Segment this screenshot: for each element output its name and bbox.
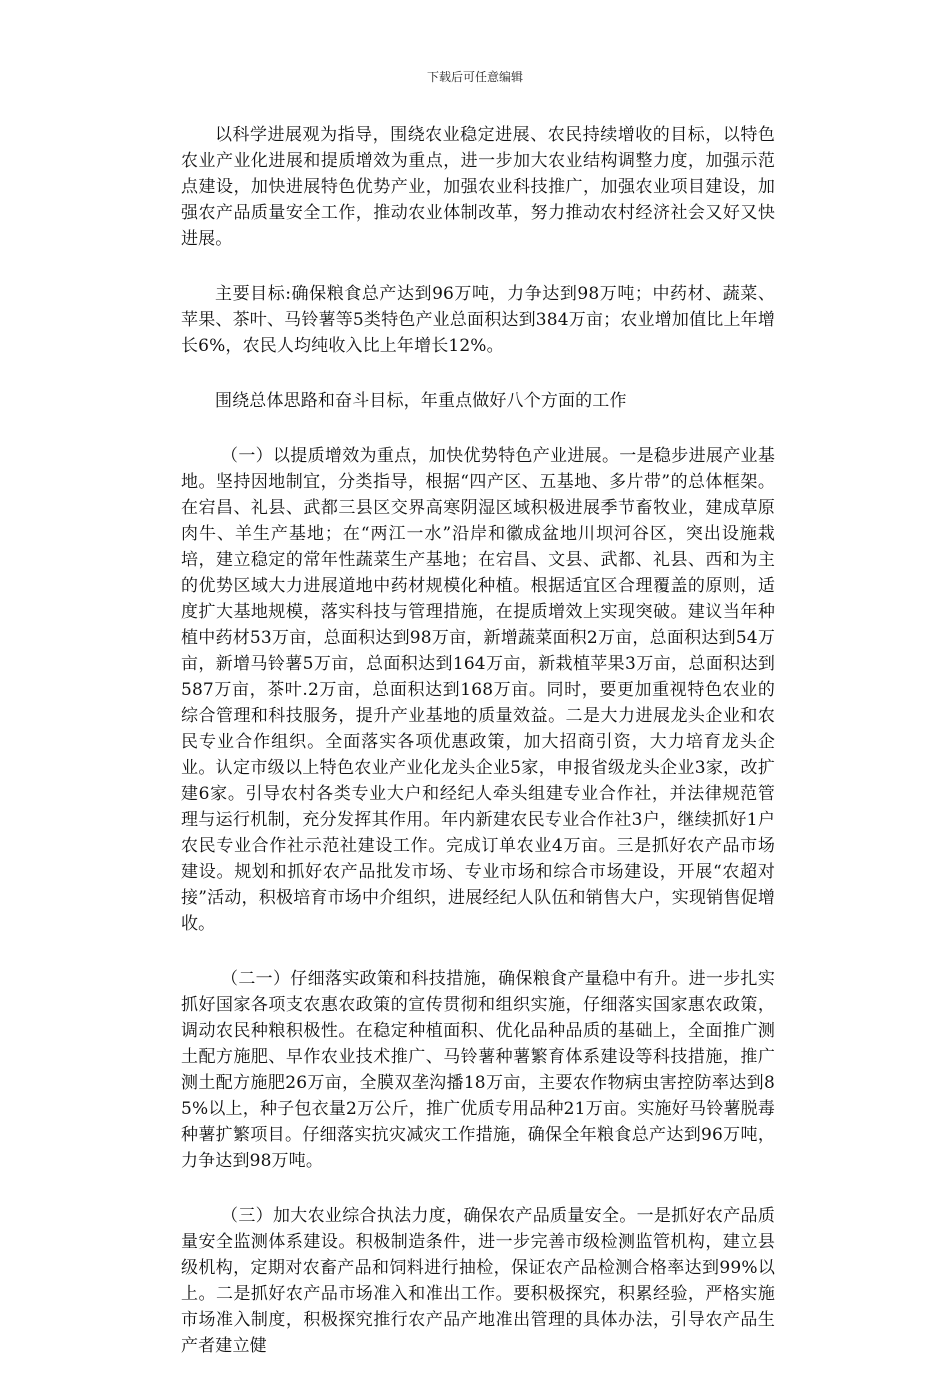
paragraph-section-2: （二一）仔细落实政策和科技措施，确保粮食产量稳中有升。进一步扎实抓好国家各项支农惠农政策的宣传贯彻和组织实施，仔细落实国家惠农政策，调动农民种粮积极性。在稳定种植面积、优化品种品质的基础上，全面推广测土配方施肥、早作农业技术推广、马铃薯种薯繁育体系建设等科技措施，推广测土配方施肥26万亩，全膜双垄沟播18万亩，主要农作物病虫害控防率达到85%以上，种子包衣量2万公斤，推广优质专用品种21万亩。实施好马铃薯脱毒种薯扩繁项目。仔细落实抗灾减灾工作措施，确保全年粮食总产达到96万吨，力争达到98万吨。 bbox=[181, 969, 775, 1171]
paragraph-guiding-principle: 以科学进展观为指导，围绕农业稳定进展、农民持续增收的目标，以特色农业产业化进展和提质增效为重点，进一步加大农业结构调整力度，加强示范点建设，加快进展特色优势产业，加强农业科技推广，加强农业项目建设，加强农产品质量安全工作，推动农业体制改革，努力推动农村经济社会又好又快进展。 bbox=[181, 125, 775, 249]
document-body bbox=[181, 122, 775, 1388]
paragraph-section-3: （三）加大农业综合执法力度，确保农产品质量安全。一是抓好农产品质量安全监测体系建设。积极制造条件，进一步完善市级检测监管机构，建立县级机构，定期对农畜产品和饲料进行抽检，保证农产品检测合格率达到99%以上。二是抓好农产品市场准入和准出工作。要积极探究，积累经验，严格实施市场准入制度，积极探究推行农产品产地准出管理的具体办法，引导农产品生产者建立健 bbox=[181, 1206, 775, 1356]
download-note: 下载后可任意编辑 bbox=[426, 70, 523, 84]
paragraph-key-work-intro: 围绕总体思路和奋斗目标，年重点做好八个方面的工作 bbox=[215, 391, 627, 411]
paragraph-main-goals: 主要目标:确保粮食总产达到96万吨，力争达到98万吨；中药材、蔬菜、苹果、茶叶、马铃薯等5类特色产业总面积达到384万亩；农业增加值比上年增长6%，农民人均纯收入比上年增长12%。 bbox=[181, 284, 775, 356]
paragraph-section-1: （一）以提质增效为重点，加快优势特色产业进展。一是稳步进展产业基地。坚持因地制宜，分类指导，根据“四产区、五基地、多片带”的总体框架。在宕昌、礼县、武都三县区交界高寒阴湿区域积极进展季节畜牧业，建成草原肉牛、羊生产基地；在“两江一水”沿岸和徽成盆地川坝河谷区，突出设施栽培，建立稳定的常年性蔬菜生产基地；在宕昌、文县、武都、礼县、西和为主的优势区域大力进展道地中药材规模化种植。根据适宜区合理覆盖的原则，适度扩大基地规模，落实科技与管理措施，在提质增效上实现突破。建议当年种植中药材53万亩，总面积达到98万亩，新增蔬菜面积2万亩，总面积达到54万亩，新增马铃薯5万亩，总面积达到164万亩，新栽植苹果3万亩，总面积达到587万亩，茶叶.2万亩，总面积达到168万亩。同时，要更加重视特色农业的综合管理和科技服务，提升产业基地的质量效益。二是大力进展龙头企业和农民专业合作组织。全面落实各项优惠政策，加大招商引资，大力培育龙头企业。认定市级以上特色农业产业化龙头企业5家，申报省级龙头企业3家，改扩建6家。引导农村各类专业大户和经纪人牵头组建专业合作社，并法律规范管理与运行机制，充分发挥其作用。年内新建农民专业合作社3户，继续抓好1户农民专业合作社示范社建设工作。完成订单农业4万亩。三是抓好农产品市场建设。规划和抓好农产品批发市场、专业市场和综合市场建设，开展“农超对接”活动，积极培育市场中介组织，进展经纪人队伍和销售大户，实现销售促增收。 bbox=[181, 446, 775, 934]
